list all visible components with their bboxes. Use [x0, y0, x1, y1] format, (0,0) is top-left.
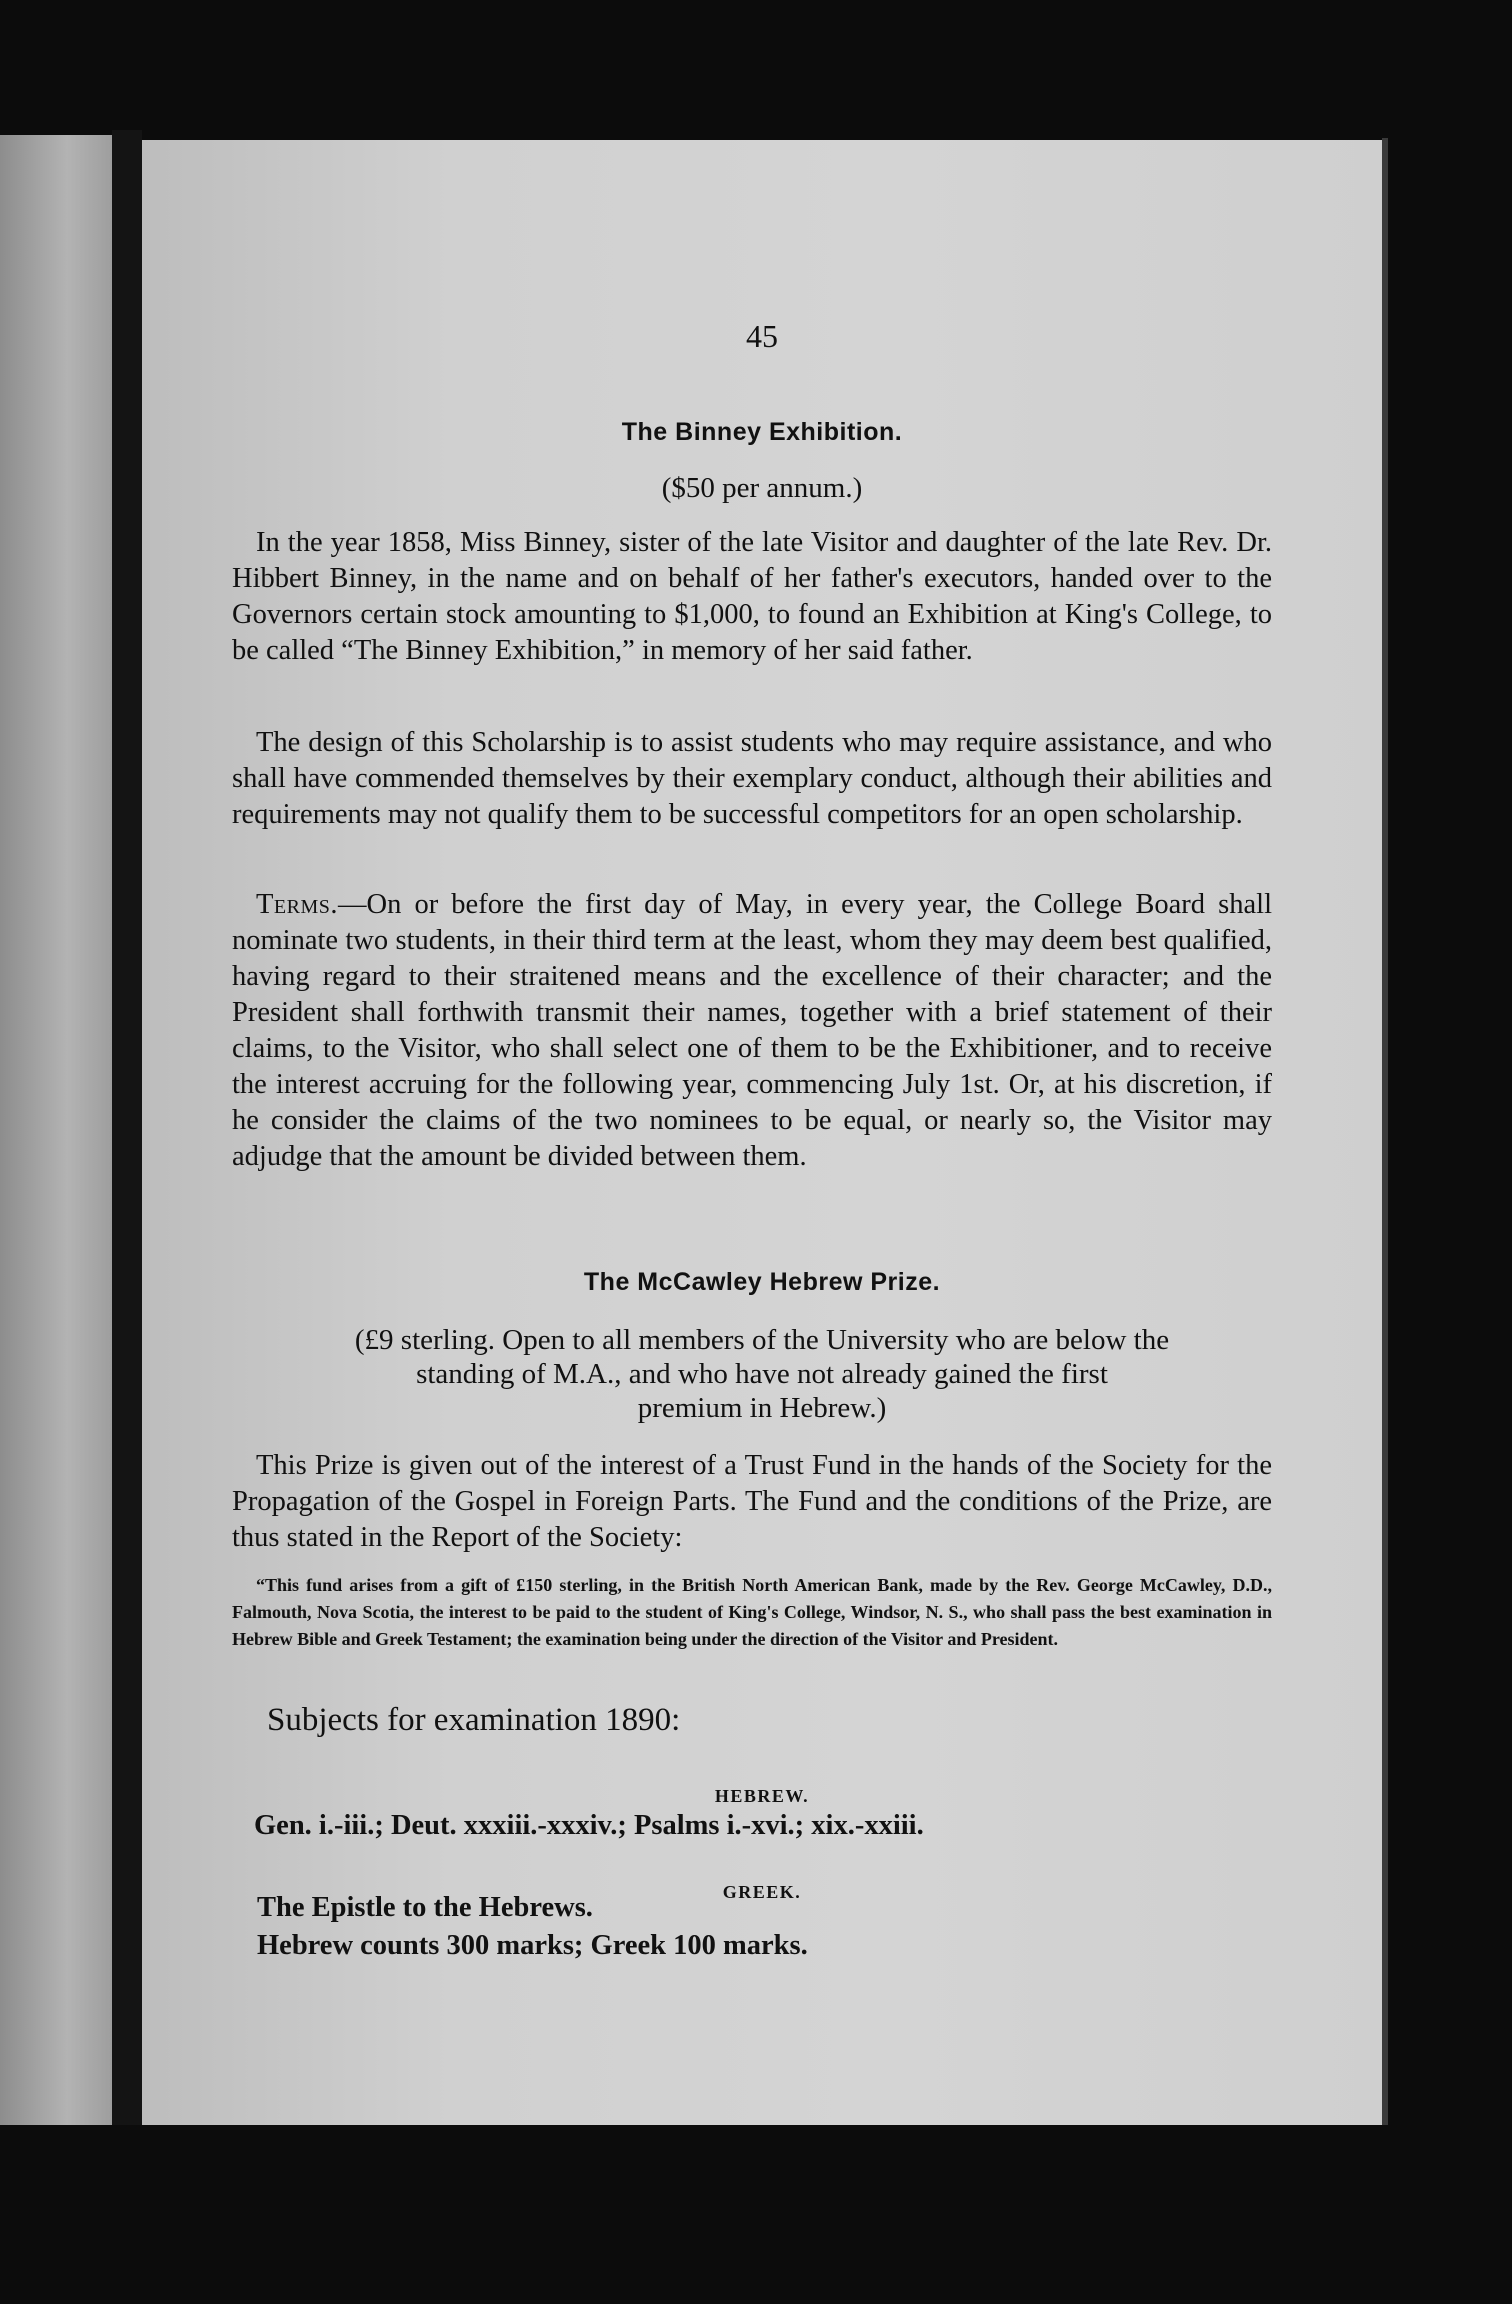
binney-heading: The Binney Exhibition.: [621, 418, 903, 446]
terms-text: —On or before the first day of May, in every year, the College Board shall nominate two students, in their third term at the least, whom they may deem best qualified, having regard to their straitened means and the excellence of their character; and the President shall forthwith transmit their names, together with a brief statement of their claims, to the Visitor, who shall select one of them to be the Exhibitioner, and to receive the interest accruing for the following year, commencing July 1st. Or, at his discretion, if he consider the claims of the two nominees to be equal, or nearly so, the Visitor may adjudge that the amount be divided between them.: [232, 889, 1272, 1172]
page-right-edge: [1382, 138, 1388, 2125]
subjects-heading: Subjects for examination 1890:: [267, 1702, 681, 1738]
society-report-quote: “This fund arises from a gift of £150 sterling, in the British North American Bank, made by the Rev. George McCawley, D.D., Falmouth, Nova Scotia, the interest to be paid to the student of King's College, Windsor, N. S., who shall pass the best examination in Hebrew Bible and Greek Testament; the examination being under the direction of the Visitor and President.: [232, 1575, 1272, 1649]
binding-gutter: [112, 130, 142, 2125]
marks-line: Hebrew counts 300 marks; Greek 100 marks.: [257, 1930, 808, 1961]
document-page: [142, 140, 1382, 2125]
binney-subheading: ($50 per annum.): [661, 472, 863, 504]
page-number: 45: [746, 318, 778, 354]
terms-label: Terms.: [256, 889, 338, 920]
mccawley-subheading-line-2: standing of M.A., and who have not already gained the first: [416, 1358, 1108, 1390]
hebrew-label: HEBREW.: [714, 1786, 810, 1806]
mccawley-subheading-line-3: premium in Hebrew.): [637, 1392, 887, 1424]
binney-paragraph-1: In the year 1858, Miss Binney, sister of the late Visitor and daughter of the late Rev. Dr. Hibbert Binney, in the name and on behalf of her father's executors, handed over to the Governors certain stock amounting to $1,000, to found an Exhibition at King's College, to be called “The Binney Exhibition,” in memory of her said father.: [232, 527, 1272, 666]
mccawley-paragraph: This Prize is given out of the interest of a Trust Fund in the hands of the Society for the Propagation of the Gospel in Foreign Parts. The Fund and the conditions of the Prize, are thus stated in the Report of the Society:: [232, 1450, 1272, 1553]
mccawley-heading: The McCawley Hebrew Prize.: [583, 1268, 941, 1296]
binney-paragraph-2: The design of this Scholarship is to assist students who may require assistance, and who shall have commended themselves by their exemplary conduct, although their abilities and requirements may not qualify them to be successful competitors for an open scholarship.: [232, 727, 1272, 830]
previous-page-edge: [0, 135, 112, 2125]
hebrew-subjects: Gen. i.-iii.; Deut. xxxiii.-xxxiv.; Psalms i.-xvi.; xix.-xxiii.: [254, 1810, 924, 1841]
greek-subjects: The Epistle to the Hebrews.: [257, 1892, 593, 1923]
greek-label: GREEK.: [722, 1882, 802, 1902]
binney-terms-paragraph: [232, 887, 1272, 1175]
mccawley-subheading-line-1: (£9 sterling. Open to all members of the University who are below the: [354, 1324, 1170, 1356]
